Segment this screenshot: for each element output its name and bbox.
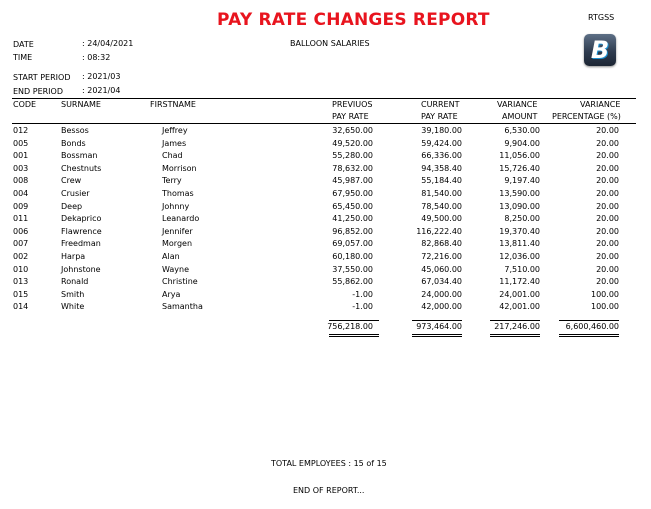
row-firstname: Jennifer [162,226,193,236]
total-rule-var [490,320,540,321]
row-surname: Smith [61,289,85,299]
row-firstname: Chad [162,151,183,161]
time-label: TIME [13,53,33,62]
table-row [0,214,651,227]
end-period-value: : 2021/04 [82,86,121,95]
row-code: 004 [13,189,29,198]
report-code: RTGSS [588,13,615,22]
row-code: 013 [13,277,29,287]
date-value: : 24/04/2021 [82,39,134,48]
table-row [0,139,651,152]
col-current-sub: PAY RATE [421,112,458,121]
logo-icon: B [590,36,610,64]
table-row [0,164,651,177]
row-code: 012 [13,126,29,135]
row-code: 003 [13,163,29,173]
total-percentage: 6,600,460.00 [565,322,619,331]
total-current: 973,464.00 [416,322,462,331]
app-logo [584,34,616,66]
row-variance-percentage: 20.00 [596,189,619,198]
row-previous-pay-rate: 78,632.00 [332,163,373,173]
table-row [0,277,651,290]
row-current-pay-rate: 78,540.00 [421,201,462,211]
row-previous-pay-rate: 55,280.00 [332,151,373,161]
total-employees-label: TOTAL EMPLOYEES : [271,459,352,468]
row-variance-percentage: 20.00 [596,264,619,274]
total-dbl-rule-pct-2 [559,336,619,337]
row-current-pay-rate: 67,034.40 [421,277,462,287]
col-previous: PREVIUOS [332,100,373,109]
row-current-pay-rate: 82,868.40 [421,239,462,249]
col-percentage-sub: PERCENTAGE (%) [552,112,621,121]
table-row [0,151,651,164]
total-dbl-rule-var-1 [490,334,540,335]
row-variance-amount: 9,197.40 [504,176,540,186]
row-variance-amount: 7,510.00 [504,264,540,274]
row-firstname: Leanardo [162,214,200,224]
row-code: 008 [13,176,29,186]
row-code: 005 [13,138,29,148]
table-row [0,239,651,252]
table-row [0,252,651,265]
total-rule-prev [329,320,379,321]
end-of-report: END OF REPORT... [293,486,365,495]
row-variance-amount: 42,001.00 [499,302,540,312]
row-firstname: Christine [162,277,198,287]
row-code: 014 [13,302,29,312]
row-surname: Chestnuts [61,163,102,173]
total-rule-pct [559,320,619,321]
row-current-pay-rate: 116,222.40 [416,226,462,236]
row-code: 011 [13,214,29,224]
col-previous-sub: PAY RATE [332,112,369,121]
total-employees-value: 15 of 15 [353,459,387,468]
row-surname: White [61,302,85,312]
row-surname: Ronald [61,277,89,287]
start-period-label: START PERIOD [13,73,71,82]
row-variance-percentage: 20.00 [596,151,619,161]
total-dbl-rule-prev-1 [329,334,379,335]
row-variance-amount: 11,172.40 [499,277,540,287]
row-firstname: Morgen [162,239,193,249]
row-surname: Johnstone [61,264,101,274]
row-current-pay-rate: 45,060.00 [421,264,462,274]
total-dbl-rule-var-2 [490,336,540,337]
row-firstname: Morrison [162,163,197,173]
row-variance-amount: 13,811.40 [499,239,540,249]
row-current-pay-rate: 59,424.00 [421,138,462,148]
row-surname: Bossman [61,151,98,161]
col-variance: VARIANCE [497,100,538,109]
col-firstname: FIRSTNAME [150,100,196,109]
table-row [0,176,651,189]
row-variance-percentage: 20.00 [596,163,619,173]
row-variance-percentage: 20.00 [596,201,619,211]
row-variance-percentage: 20.00 [596,214,619,224]
time-value: : 08:32 [82,53,111,62]
row-firstname: Johnny [162,201,190,211]
col-variance-sub: AMOUNT [502,112,538,121]
col-code: CODE [13,100,37,109]
total-previous: 756,218.00 [327,322,373,331]
row-current-pay-rate: 49,500.00 [421,214,462,224]
row-variance-percentage: 100.00 [591,289,619,299]
row-firstname: Terry [162,176,182,186]
row-previous-pay-rate: 45,987.00 [332,176,373,186]
row-code: 002 [13,252,29,261]
header-top-rule [12,98,636,99]
total-variance: 217,246.00 [494,322,540,331]
row-code: 015 [13,289,29,299]
row-variance-amount: 12,036.00 [499,252,540,261]
row-code: 007 [13,239,29,249]
row-variance-amount: 11,056.00 [499,151,540,161]
row-firstname: Thomas [162,189,194,198]
col-current: CURRENT [421,100,460,109]
row-previous-pay-rate: 41,250.00 [332,214,373,224]
row-previous-pay-rate: 49,520.00 [332,138,373,148]
table-row [0,227,651,240]
row-variance-amount: 19,370.40 [499,226,540,236]
row-surname: Bonds [61,138,86,148]
row-firstname: Arya [162,289,181,299]
total-dbl-rule-cur-1 [412,334,462,335]
row-variance-amount: 8,250.00 [504,214,540,224]
row-variance-amount: 9,904.00 [504,138,540,148]
row-surname: Freedman [61,239,101,249]
row-surname: Deep [61,201,83,211]
table-row [0,302,651,315]
row-variance-percentage: 20.00 [596,252,619,261]
row-previous-pay-rate: 55,862.00 [332,277,373,287]
date-label: DATE [13,40,34,49]
row-variance-amount: 24,001.00 [499,289,540,299]
row-code: 010 [13,264,29,274]
row-code: 001 [13,151,29,161]
total-dbl-rule-cur-2 [412,336,462,337]
row-surname: Flawrence [61,226,102,236]
col-percentage: VARIANCE [580,100,621,109]
row-previous-pay-rate: 65,450.00 [332,201,373,211]
totals-row [0,322,651,335]
row-previous-pay-rate: 32,650.00 [332,126,373,135]
row-firstname: James [162,138,187,148]
row-surname: Harpa [61,252,86,261]
row-code: 006 [13,226,29,236]
row-surname: Dekaprico [61,214,102,224]
row-surname: Crew [61,176,82,186]
row-current-pay-rate: 72,216.00 [421,252,462,261]
total-dbl-rule-pct-1 [559,334,619,335]
row-variance-amount: 13,090.00 [499,201,540,211]
row-current-pay-rate: 55,184.40 [421,176,462,186]
total-rule-cur [412,320,462,321]
row-variance-percentage: 20.00 [596,277,619,287]
company-name: BALLOON SALARIES [290,39,370,48]
row-code: 009 [13,201,29,211]
total-employees [271,459,387,468]
row-surname: Bessos [61,126,89,135]
row-previous-pay-rate: -1.00 [352,302,373,312]
row-variance-percentage: 20.00 [596,226,619,236]
table-row [0,202,651,215]
col-surname: SURNAME [61,100,101,109]
row-firstname: Samantha [162,302,203,312]
row-firstname: Alan [162,252,180,261]
row-variance-percentage: 100.00 [591,302,619,312]
row-firstname: Wayne [162,264,190,274]
row-current-pay-rate: 24,000.00 [421,289,462,299]
row-current-pay-rate: 39,180.00 [421,126,462,135]
row-firstname: Jeffrey [162,126,188,135]
row-previous-pay-rate: 60,180.00 [332,252,373,261]
total-dbl-rule-prev-2 [329,336,379,337]
row-previous-pay-rate: 37,550.00 [332,264,373,274]
row-surname: Crusier [61,189,90,198]
header-bottom-rule [12,123,636,124]
row-previous-pay-rate: 69,057.00 [332,239,373,249]
table-row [0,189,651,202]
table-row [0,265,651,278]
row-current-pay-rate: 42,000.00 [421,302,462,312]
row-variance-amount: 6,530.00 [504,126,540,135]
row-current-pay-rate: 81,540.00 [421,189,462,198]
row-variance-percentage: 20.00 [596,126,619,135]
row-previous-pay-rate: 67,950.00 [332,189,373,198]
table-row [0,126,651,139]
row-variance-percentage: 20.00 [596,138,619,148]
row-variance-percentage: 20.00 [596,176,619,186]
report-title: PAY RATE CHANGES REPORT [217,10,490,30]
row-current-pay-rate: 66,336.00 [421,151,462,161]
end-period-label: END PERIOD [13,87,63,96]
row-variance-amount: 13,590.00 [499,189,540,198]
start-period-value: : 2021/03 [82,72,121,81]
row-previous-pay-rate: -1.00 [352,289,373,299]
row-previous-pay-rate: 96,852.00 [332,226,373,236]
row-variance-percentage: 20.00 [596,239,619,249]
row-current-pay-rate: 94,358.40 [421,163,462,173]
table-row [0,290,651,303]
row-variance-amount: 15,726.40 [499,163,540,173]
